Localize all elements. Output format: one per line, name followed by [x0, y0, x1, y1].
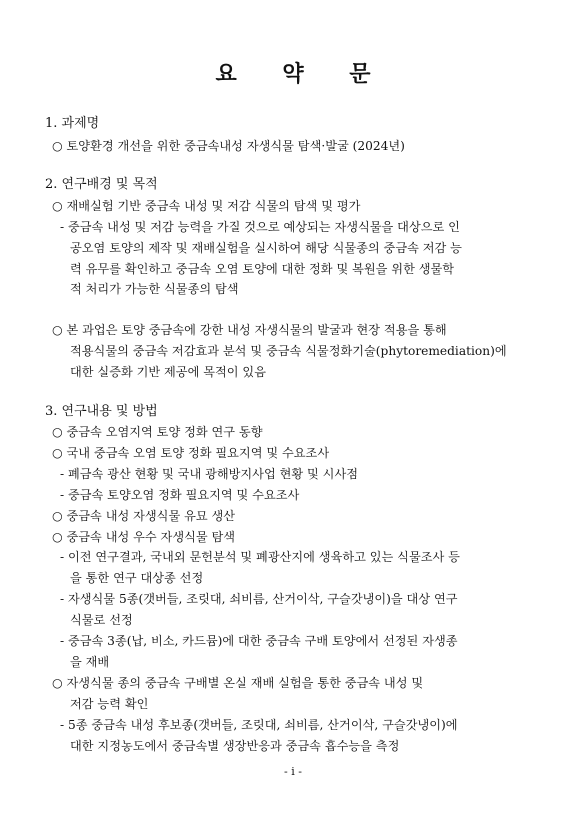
text-line: ○ 국내 중금속 오염 토양 정화 필요지역 및 수요조사	[52, 446, 330, 460]
page-number: - i -	[284, 765, 302, 778]
text-line: 을 통한 연구 대상종 선정	[70, 571, 204, 585]
text-line: 대한 지정농도에서 중금속별 생장반응과 중금속 흡수능을 측정	[70, 739, 400, 753]
text-line: 력 유무를 확인하고 중금속 오염 토양에 대한 정화 및 복원을 위한 생물학	[70, 262, 455, 276]
text-line: - 중금속 내성 및 저감 능력을 가질 것으로 예상되는 자생식물을 대상으로 인	[60, 220, 460, 234]
text-line: 저감 능력 확인	[70, 697, 149, 711]
text-line: - 이전 연구결과, 국내외 문헌분석 및 폐광산지에 생육하고 있는 식물조사 등	[60, 550, 460, 564]
text-line: - 5종 중금속 내성 후보종(갯버들, 조릿대, 쇠비름, 산거이삭, 구슬갓냉이)에	[60, 718, 458, 732]
text-line: ○ 중금속 내성 우수 자생식물 탐색	[52, 530, 236, 544]
text-line: - 중금속 3종(납, 비소, 카드뮴)에 대한 중금속 구배 토양에서 선정된 자생종	[60, 634, 458, 648]
text-line: - 중금속 토양오염 정화 필요지역 및 수요조사	[60, 488, 300, 502]
section-heading: 3. 연구내용 및 방법	[45, 404, 158, 419]
text-line: ○ 중금속 내성 자생식물 유묘 생산	[52, 509, 236, 523]
section-heading: 1. 과제명	[45, 116, 100, 131]
text-line: 을 재배	[70, 655, 110, 669]
text-line: 식물로 선정	[70, 613, 133, 627]
text-line: - 폐금속 광산 현황 및 국내 광해방지사업 현황 및 시사점	[60, 467, 358, 481]
page-title: 요 약 문	[215, 62, 371, 87]
text-line: ○ 본 과업은 토양 중금속에 강한 내성 자생식물의 발굴과 현장 적용을 통해	[52, 323, 447, 337]
text-line: ○ 토양환경 개선을 위한 중금속내성 자생식물 탐색·발굴 (2024년)	[52, 139, 405, 153]
text-line: 대한 실증화 기반 제공에 목적이 있음	[70, 365, 266, 379]
text-line: ○ 재배실험 기반 중금속 내성 및 저감 식물의 탐색 및 평가	[52, 199, 361, 213]
text-line: ○ 중금속 오염지역 토양 정화 연구 동향	[52, 425, 263, 439]
section-heading: 2. 연구배경 및 목적	[45, 177, 158, 192]
text-line: 적 처리가 가능한 식물종의 탐색	[70, 282, 239, 296]
text-line: 적용식물의 중금속 저감효과 분석 및 중금속 식물정화기술(phytoremediation)에	[70, 344, 507, 358]
text-line: - 자생식물 5종(갯버들, 조릿대, 쇠비름, 산거이삭, 구슬갓냉이)을 대상 연구	[60, 592, 458, 606]
text-line: 공오염 토양의 제작 및 재배실험을 실시하여 해당 식물종의 중금속 저감 능	[70, 241, 462, 255]
text-line: ○ 자생식물 종의 중금속 구배별 온실 재배 실험을 통한 중금속 내성 및	[52, 676, 424, 690]
